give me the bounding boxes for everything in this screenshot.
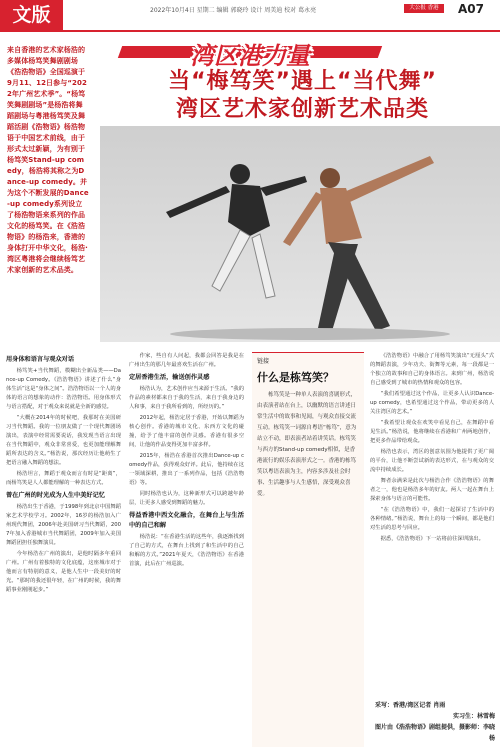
- subhead: 定居香港生活，输送创作灵感: [129, 374, 210, 381]
- paragraph: 杨笃笑+当代舞蹈，模糊出全新品类——Dance-up Comedy。《浩浩物语》讲述了什么“身体生活”这是“身体之间”。浩浩物语以一个人的身体的语言的想象的动作：浩浩物语。用身体形式与语言搭配，对于观众来说就是全新的感觉。: [6, 368, 121, 410]
- article-column-3: [370, 352, 494, 546]
- paragraph: 《浩浩物语》中融合了用杨笃笑演出“无厘头”式的舞蹈表演，少年功夫、街舞等元素，每一段都是一个独立的故事和自己的身体语言。来到广州，杨浩说自己感受到了城市的热情和观众的包容。: [370, 353, 494, 386]
- paragraph: “大概在2014年的时候吧，我那时在美国研习当代舞蹈。我的一位朋友做了一个现代舞剧场演出，表演中经常需要说话，我发现当语言出现在当代舞蹈中，观众非常喜爱，也更加能理解舞蹈所表达的含义。”杨浩说，那次经历让他萌生了把语言融入舞蹈的想法。: [6, 415, 121, 466]
- article-column-2: [129, 352, 244, 571]
- paragraph: 杨浩说：“在香港生活的这些年，我逐渐找到了自己的方式，在舞台上找到了和生活中的自己和解的方式。”2021年夏天，《浩浩物语》在香港首演，此后在广州巡演。: [129, 534, 244, 567]
- sidebar-tag: 链接: [257, 358, 270, 365]
- paragraph: 据悉，《浩浩物语》下一站将前往深圳演出。: [380, 536, 484, 542]
- sidebar-body: 栋笃笑是一种单人表演的喜剧形式，由表演者站在台上，以幽默的语言讲述日常生活中的故事和见闻，与观众直接交流互动。栋笃笑一词源自粤语“栋笃”，意为站立不动，即表演者站着讲笑话。栋笃笑与西方的Stand-up comedy相似，是香港流行的娱乐表演形式之一。香港的栋笃笑以粤语表演为主，内容多涉及社会时事、生活趣事与人生感悟，深受观众喜爱。: [257, 392, 357, 497]
- subhead: 曾在广州的时光成为人生中美好记忆: [6, 492, 105, 499]
- section-tab: 文版: [0, 0, 63, 30]
- paragraph: 同时杨浩也认为，这种新形式可以跨越年龄层，让更多人感受到舞蹈的魅力。: [129, 491, 244, 506]
- sidebar-title: 什么是栋笃笑？: [257, 371, 334, 384]
- credit-photo: 图片由《浩浩物语》剧组提供，摄影师：李晓杨: [375, 724, 496, 742]
- lead-text: 来自香港的艺术家杨浩的多媒体杨笃笑舞剧剧场《浩浩物语》全国巡演于9月11、12日参与“2022年广州艺术季”。“杨笃笑舞剧剧场”是杨浩将舞蹈剧场与粤港杨笃笑及舞蹈活剧《浩物语》杨浩物语于中国艺术前线，由于形式太过新颖，为有别于杨笃笑Stand-up comedy，杨浩将其称之为Dance-up comedy。并为这个不断发展的Dance-up comedy系列设立了杨浩物语来系列的作品文化的杨笃笑。在《浩浩物语》的杨浩来，香港的身体打开中华文化，杨浩·湾区粤港将会继续杨笃艺术家创新的艺术品类。: [7, 46, 89, 274]
- paragraph: 舞者余满荣是此次与杨浩合作《浩浩物语》的舞者之一，他也是杨浩多年的好友。两人一起在舞台上探索身体与语言的可能性。: [370, 478, 494, 502]
- headline: [110, 68, 495, 124]
- paragraph: 2012年起，杨浩定居于香港，开始以舞蹈为核心创作。香港的城市文化、东西方文化的碰撞，给予了他丰富的创作灵感。香港有很多空间，让他的作品变得更加丰富多样。: [129, 415, 244, 448]
- paragraph: 杨浩出生于香港，于1998年到北京中国舞蹈家艺术学校学习。2002年，16岁的杨浩加入广州现代舞团，2006年赴美国研习当代舞蹈，2007年加入香港城市当代舞蹈团，2009年加入美国舞蹈团担任独舞演员。: [6, 504, 121, 546]
- subhead: 得益香港中西文化融合，在舞台上与生活中的自己和解: [129, 512, 244, 529]
- lead-box: [0, 38, 94, 344]
- paragraph: 今年杨浩在广州的演出，是他时隔多年重回广州。广州有着独特的文化底蕴，这座城市对于他而言有特别的意义，是他人生中一段美好的时光。“那时的我还很年轻，在广州的时候，我的舞蹈事业刚刚起步。”: [6, 551, 121, 593]
- credit-intern: 实习生：林雪梅: [452, 713, 495, 720]
- header-rule: [0, 30, 500, 32]
- paragraph: 杨浩也表示，湾区的创意氛围为他提供了更广阔的平台，让他不断尝试新的表达形式，在与观众的交流中持续成长。: [370, 449, 494, 473]
- dancers-photo: [100, 126, 500, 342]
- edition-badge: 大公报 香港: [404, 4, 444, 13]
- dancers-photo-icon: [100, 126, 500, 342]
- column-banner-text: 湾区港力量: [190, 42, 310, 70]
- paragraph: 杨浩认为，艺术创作应当来源于生活。“我的作品的素材都来自于我的生活，来自于我身边的人和事，来自于我所看到的，所经历的。”: [129, 386, 244, 410]
- paragraph: 杨浩坦言，舞蹈于观众而言有时是“距离”，而杨笃笑是人人都能理解的一种表达方式。: [6, 471, 121, 486]
- article-column-1: [6, 352, 121, 597]
- paragraph: 2015年，杨浩在香港首次推出Dance-up comedy作品，获得观众好评。此后，他持续在这一领域深耕，推出了一系列作品，包括《浩浩物语》等。: [129, 453, 244, 486]
- paragraph: “在《浩浩物语》中，我们一起探讨了生活中的各种情绪。”杨浩说，舞台上的每一个瞬间，都是他们对生活的思考与回应。: [370, 507, 494, 531]
- headline-line1: 当“梅笃笑”遇上“当代舞”: [168, 69, 437, 94]
- column-banner: [120, 34, 380, 68]
- page-number: A07: [458, 2, 484, 16]
- sidebar-box: [252, 352, 364, 747]
- paragraph: 作家，些自有人问起，我都会回答是我是在广州出生的那几年最喜欢生活在广州。: [129, 353, 244, 368]
- paragraph: “我希望让观众在欢笑中看见自己，在舞蹈中看见生活。”杨浩说，他将继续在香港和广州两地创作，把更多作品带给观众。: [370, 420, 494, 444]
- paragraph: “我们希望通过这个作品，让更多人认识Dance-up comedy，也希望通过这个作品，带动更多的人关注湾区的艺术。”: [370, 391, 494, 415]
- credits: [375, 700, 495, 744]
- issue-line: 2022年10月4日 星期二 编辑 郭晓玲 设计 周美迪 校对 葛永亮: [150, 7, 317, 14]
- headline-line2: 湾区艺术家创新艺术品类: [175, 97, 429, 122]
- subhead: 用身体和语言与观众对话: [6, 356, 75, 363]
- credit-reporter: 采写：香港/湾区记者 肖雨: [375, 702, 446, 709]
